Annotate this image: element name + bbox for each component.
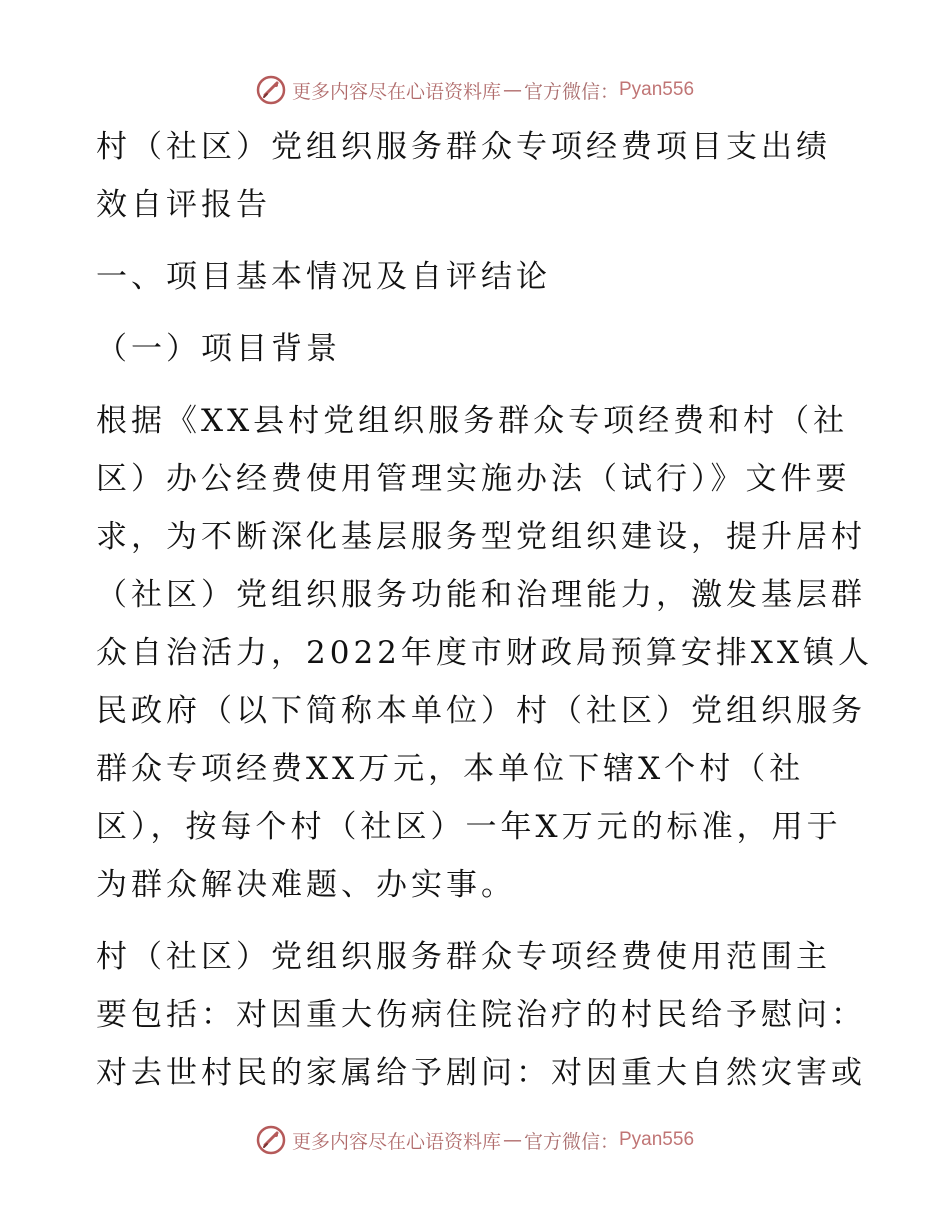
paragraph-line: 根据《XX县村党组织服务群众专项经费和村（社 <box>96 403 849 439</box>
document-body <box>96 118 874 1102</box>
watermark-wechat-label: 官方微信： <box>523 80 619 103</box>
paragraph-line: 区）办公经费使用管理实施办法（试行）》文件要 <box>96 461 851 497</box>
section-heading: 一、项目基本情况及自评结论 <box>96 259 551 295</box>
watermark-wechat-id: Pyan556 <box>619 1129 695 1150</box>
paragraph-line: 民政府（以下简称本单位）村（社区）党组织服务 <box>96 693 866 729</box>
brand-logo-icon <box>256 75 286 105</box>
watermark-separator: — <box>502 79 522 101</box>
paragraph-line: 为群众解决难题、办实事。 <box>96 867 516 903</box>
watermark-footer <box>0 1120 950 1160</box>
paragraph-background <box>96 392 874 914</box>
paragraph-line: 群众专项经费XX万元，本单位下辖X个村（社 <box>96 751 805 787</box>
watermark-separator: — <box>502 1129 522 1151</box>
paragraph-line: 村（社区）党组织服务群众专项经费使用范围主 <box>96 939 831 975</box>
watermark-wechat-label: 官方微信： <box>523 1130 619 1153</box>
paragraph-line: 众自治活力，2022年度市财政局预算安排XX镇人 <box>96 635 874 671</box>
paragraph-line: 求，为不断深化基层服务型党组织建设，提升居村 <box>96 519 866 555</box>
subsection-heading: （一）项目背景 <box>96 331 341 367</box>
paragraph-line: 要包括：对因重大伤病住院治疗的村民给予慰问： <box>96 997 866 1033</box>
paragraph-scope <box>96 928 866 1102</box>
watermark-brand: 更多内容尽在心语资料库 <box>291 80 501 103</box>
watermark-wechat-id: Pyan556 <box>619 79 695 100</box>
document-title-line-2: 效自评报告 <box>96 187 271 223</box>
document-title-line-1: 村（社区）党组织服务群众专项经费项目支出绩 <box>96 129 831 165</box>
paragraph-line: （社区）党组织服务功能和治理能力，激发基层群 <box>96 577 866 613</box>
paragraph-line: 对去世村民的家属给予剧问：对因重大自然灾害或 <box>96 1055 866 1091</box>
brand-logo-icon <box>256 1125 286 1155</box>
watermark-brand: 更多内容尽在心语资料库 <box>291 1130 501 1153</box>
watermark-header <box>0 70 950 110</box>
paragraph-line: 区），按每个村（社区）一年X万元的标准，用于 <box>96 809 842 845</box>
